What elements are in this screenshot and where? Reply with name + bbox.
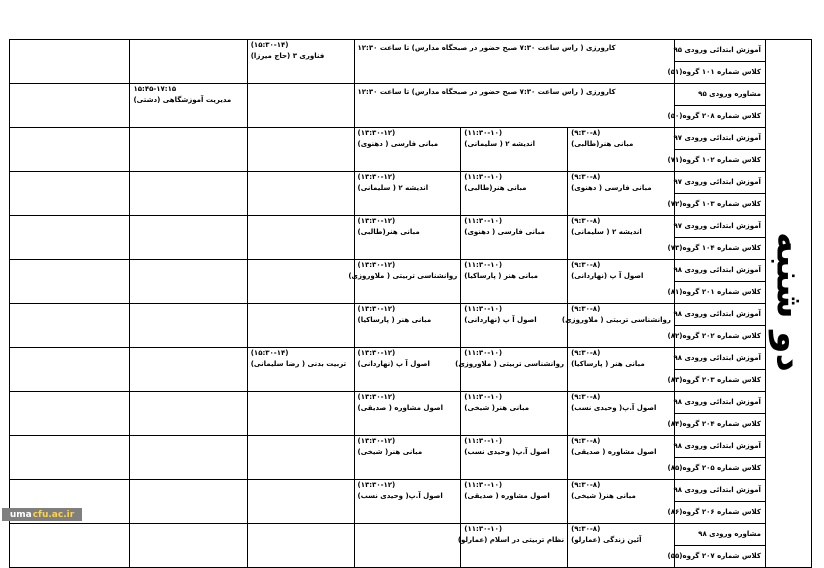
slot-cell — [568, 260, 675, 304]
schedule-row — [10, 304, 812, 326]
extra-slot-time: ۱۵:۴۵-۱۷:۱۵ — [133, 85, 177, 93]
span-cell — [354, 40, 674, 84]
internship-text: کارورزی ( راس ساعت ۷:۳۰ صبح حضور در صبحگاه مدارس) تا ساعت ۱۲:۳۰ — [357, 88, 616, 96]
slot-course: مبانی هنر( شیخی) — [357, 447, 423, 456]
slot-course: اصول مشاوره ( صدیقی) — [357, 403, 443, 412]
slot-time: (۹:۳۰-۸) — [571, 217, 601, 225]
slot-time: (۹:۳۰-۸) — [571, 305, 601, 313]
class-cell — [667, 326, 765, 348]
slot-time: (۱۱:۳۰-۱۰) — [464, 349, 503, 357]
extra-slot-time: (۱۵:۳۰-۱۴) — [250, 41, 289, 49]
empty-cell — [10, 524, 130, 568]
empty-cell — [10, 216, 130, 260]
class-cell — [674, 216, 765, 238]
site-watermark — [2, 508, 82, 521]
slot-cell — [354, 216, 461, 260]
slot-cell — [568, 392, 675, 436]
class-cell — [667, 502, 765, 524]
watermark-sub: cfu.ac.ir — [32, 509, 75, 520]
class-number: کلاس شماره ۲۰۷ گروه(۵۵) — [667, 552, 761, 561]
slot-cell — [461, 128, 568, 172]
class-number: کلاس شماره ۲۰۶ گروه(۸۶) — [667, 508, 761, 517]
extra-slot-cell — [247, 128, 354, 172]
empty-cell — [10, 436, 130, 480]
slot-course: مبانی فارسی ( دهنوی) — [464, 227, 545, 236]
empty-cell — [10, 260, 130, 304]
class-number: کلاس شماره ۲۰۴ گروه(۸۴) — [667, 420, 761, 429]
class-cell — [674, 436, 765, 458]
extra-slot-cell — [247, 40, 354, 84]
class-number: کلاس شماره ۱۰۴ گروه(۷۳) — [667, 244, 761, 253]
class-number: کلاس شماره ۱۰۲ گروه(۷۱) — [667, 156, 761, 165]
class-cell — [674, 84, 765, 106]
slot-time: (۹:۳۰-۸) — [571, 129, 601, 137]
slot-course: اصول آ.پ( وحیدی نسب) — [464, 447, 550, 456]
extra-slot-cell — [130, 172, 247, 216]
extra-slot-cell — [130, 348, 247, 392]
class-cell — [674, 480, 765, 502]
slot-cell — [568, 216, 675, 260]
slot-cell — [461, 216, 568, 260]
slot-time: (۹:۳۰-۸) — [571, 349, 601, 357]
class-number: کلاس شماره ۲۰۸ گروه(۵۰) — [667, 112, 761, 121]
slot-time: (۹:۳۰-۸) — [571, 525, 601, 533]
slot-cell — [354, 436, 461, 480]
class-number: کلاس شماره ۲۰۳ گروه(۸۳) — [667, 376, 761, 385]
slot-course: اصول آ پ (نهاردانی) — [357, 359, 430, 368]
class-program: آموزش ابتدائی ورودی ۹۷ — [673, 222, 761, 231]
extra-slot-cell — [247, 304, 354, 348]
slot-course: مبانی هنر(طالبی) — [571, 139, 634, 148]
extra-slot-cell — [130, 480, 247, 524]
slot-time: (۱۳:۳۰-۱۲) — [357, 481, 396, 489]
day-cell — [765, 40, 811, 568]
class-program: آموزش ابتدائی ورودی ۹۷ — [673, 178, 761, 187]
slot-course: روانشناسی تربیتی ( ملاوروزی) — [348, 271, 458, 280]
class-cell — [667, 370, 765, 392]
extra-slot-cell — [130, 304, 247, 348]
class-program: آموزش ابتدائی ورودی ۹۸ — [673, 266, 761, 275]
slot-course: مبانی هنر( شیخی) — [571, 491, 636, 500]
class-cell — [667, 62, 765, 84]
class-number: کلاس شماره ۱۰۱ گروه(۵۱) — [667, 68, 761, 77]
slot-cell — [568, 348, 675, 392]
class-cell — [667, 194, 765, 216]
slot-cell — [354, 524, 461, 568]
extra-slot-cell — [130, 40, 247, 84]
slot-cell — [568, 172, 675, 216]
schedule-row — [10, 172, 812, 194]
slot-course: اصول آ پ (نهاردانی) — [464, 315, 537, 324]
class-program: آموزش ابتدائی ورودی ۹۸ — [673, 486, 761, 495]
extra-slot-time: (۱۵:۳۰-۱۴) — [250, 349, 289, 357]
slot-course: اندیشه ۲ ( سلیمانی) — [357, 183, 429, 192]
extra-slot-cell — [130, 436, 247, 480]
class-cell — [667, 106, 765, 128]
schedule-row — [10, 260, 812, 282]
empty-cell — [10, 304, 130, 348]
slot-time: (۹:۳۰-۸) — [571, 173, 601, 181]
slot-course: مبانی هنر(طالبی) — [464, 183, 527, 192]
slot-course: نظام تربیتی در اسلام (عمارلو) — [457, 535, 565, 544]
slot-time: (۹:۳۰-۸) — [571, 393, 601, 401]
class-program: آموزش ابتدائی ورودی ۹۸ — [673, 354, 761, 363]
slot-time: (۱۱:۳۰-۱۰) — [464, 525, 503, 533]
slot-cell — [461, 392, 568, 436]
class-cell — [667, 150, 765, 172]
extra-slot-cell — [247, 436, 354, 480]
slot-cell — [354, 392, 461, 436]
class-cell — [674, 524, 765, 546]
slot-cell — [461, 480, 568, 524]
slot-course: مبانی فارسی ( دهنوی) — [571, 183, 652, 192]
watermark-main: uma — [9, 509, 32, 520]
slot-course: مبانی هنر ( پارساکیا) — [464, 271, 538, 280]
class-cell — [674, 260, 765, 282]
slot-time: (۱۱:۳۰-۱۰) — [464, 437, 503, 445]
slot-cell — [354, 128, 461, 172]
schedule-row — [10, 40, 812, 62]
slot-time: (۱۳:۳۰-۱۲) — [357, 305, 396, 313]
extra-slot-cell — [247, 524, 354, 568]
slot-time: (۱۱:۳۰-۱۰) — [464, 129, 503, 137]
empty-cell — [10, 84, 130, 128]
class-cell — [674, 348, 765, 370]
class-cell — [674, 40, 765, 62]
slot-course: اصول مشاوره ( صدیقی) — [571, 447, 657, 456]
slot-cell — [561, 304, 675, 348]
empty-cell — [10, 128, 130, 172]
slot-cell — [455, 348, 568, 392]
class-program: آموزش ابتدائی ورودی ۹۸ — [673, 442, 761, 451]
slot-cell — [461, 304, 568, 348]
slot-course: اصول آ.پ( وحیدی نسب) — [571, 403, 657, 412]
slot-course: اندیشه ۲ ( سلیمانی) — [464, 139, 535, 148]
slot-course: روانشناسی تربیتی ( ملاوروزی) — [455, 359, 565, 368]
slot-time: (۱۱:۳۰-۱۰) — [464, 173, 503, 181]
slot-cell — [568, 128, 675, 172]
slot-time: (۱۳:۳۰-۱۲) — [357, 129, 396, 137]
schedule-row — [10, 348, 812, 370]
class-number: کلاس شماره ۲۰۲ گروه(۸۲) — [667, 332, 761, 341]
empty-cell — [10, 40, 130, 84]
class-cell — [667, 414, 765, 436]
slot-course: مبانی هنر ( پارساکیا) — [571, 359, 645, 368]
class-program: آموزش ابتدائی ورودی ۹۵ — [673, 46, 761, 55]
extra-slot-cell — [247, 260, 354, 304]
slot-course: مبانی هنر(طالبی) — [357, 227, 420, 236]
schedule-row — [10, 392, 812, 414]
class-program: مشاوره ورودی ۹۵ — [698, 90, 761, 99]
slot-course: آئین زندگی (عمارلو) — [571, 535, 642, 544]
slot-time: (۱۳:۳۰-۱۲) — [357, 437, 396, 445]
slot-course: اصول آ.پ( وحیدی نسب) — [357, 491, 443, 500]
extra-slot-cell — [247, 480, 354, 524]
extra-slot-cell — [247, 392, 354, 436]
class-program: آموزش ابتدائی ورودی ۹۸ — [673, 310, 761, 319]
slot-time: (۱۳:۳۰-۱۲) — [357, 261, 396, 269]
schedule-row — [10, 216, 812, 238]
slot-cell — [568, 524, 675, 568]
day-label: دو شنبه — [768, 232, 810, 373]
slot-cell — [461, 436, 568, 480]
slot-time: (۹:۳۰-۸) — [571, 481, 601, 489]
extra-slot-course: مدیریت آموزشگاهی (دشتی) — [133, 95, 232, 104]
empty-cell — [10, 172, 130, 216]
schedule-row — [10, 436, 812, 458]
extra-slot-cell — [130, 128, 247, 172]
extra-slot-cell — [130, 524, 247, 568]
slot-time: (۹:۳۰-۸) — [571, 437, 601, 445]
extra-slot-cell — [247, 172, 354, 216]
schedule-table — [9, 39, 812, 568]
extra-slot-cell — [130, 392, 247, 436]
class-cell — [667, 282, 765, 304]
slot-course: مبانی هنر ( پارساکیا) — [357, 315, 432, 324]
extra-slot-cell — [247, 348, 354, 392]
slot-time: (۱۳:۳۰-۱۲) — [357, 393, 396, 401]
class-cell — [667, 458, 765, 480]
slot-time: (۹:۳۰-۸) — [571, 261, 601, 269]
class-program: مشاوره ورودی ۹۸ — [698, 530, 761, 539]
slot-cell — [354, 172, 461, 216]
span-cell — [354, 84, 674, 128]
slot-time: (۱۳:۳۰-۱۲) — [357, 349, 396, 357]
slot-cell — [354, 304, 461, 348]
extra-slot-course: فناوری ۳ (حاج میرزا) — [250, 51, 325, 60]
extra-slot-cell — [130, 216, 247, 260]
slot-time: (۱۱:۳۰-۱۰) — [464, 261, 503, 269]
class-cell — [674, 304, 765, 326]
schedule-row — [10, 480, 812, 502]
schedule-row — [10, 128, 812, 150]
slot-cell — [461, 172, 568, 216]
class-number: کلاس شماره ۲۰۵ گروه(۸۵) — [667, 464, 761, 473]
empty-cell — [10, 348, 130, 392]
slot-cell — [461, 260, 568, 304]
extra-slot-cell — [130, 260, 247, 304]
slot-time: (۱۱:۳۰-۱۰) — [464, 481, 503, 489]
slot-cell — [348, 260, 461, 304]
extra-slot-cell — [247, 84, 354, 128]
class-program: آموزش ابتدائی ورودی ۹۸ — [673, 398, 761, 407]
class-number: کلاس شماره ۲۰۱ گروه(۸۱) — [667, 288, 761, 297]
slot-course: روانشناسی تربیتی ( ملاوروزی) — [561, 315, 671, 324]
internship-text: کارورزی ( راس ساعت ۷:۳۰ صبح حضور در صبحگاه مدارس) تا ساعت ۱۲:۳۰ — [357, 44, 616, 52]
class-cell — [667, 546, 765, 568]
class-cell — [674, 172, 765, 194]
class-cell — [667, 238, 765, 260]
class-cell — [674, 392, 765, 414]
slot-cell — [354, 480, 461, 524]
slot-time: (۱۱:۳۰-۱۰) — [464, 305, 503, 313]
class-number: کلاس شماره ۱۰۳ گروه(۷۲) — [667, 200, 761, 209]
slot-course: اندیشه ۲ ( سلیمانی) — [571, 227, 642, 236]
slot-cell — [568, 436, 675, 480]
slot-course: اصول آ پ (نهاردانی) — [571, 271, 644, 280]
schedule-row — [10, 84, 812, 106]
extra-slot-course: تربیت بدنی ( رضا سلیمانی) — [250, 359, 347, 368]
slot-cell — [354, 348, 461, 392]
slot-time: (۱۱:۳۰-۱۰) — [464, 393, 503, 401]
slot-course: مبانی هنر( شیخی) — [464, 403, 530, 412]
slot-time: (۱۱:۳۰-۱۰) — [464, 217, 503, 225]
slot-time: (۱۳:۳۰-۱۲) — [357, 173, 396, 181]
slot-course: مبانی فارسی ( دهنوی) — [357, 139, 439, 148]
schedule-row — [10, 524, 812, 546]
class-program: آموزش ابتدائی ورودی ۹۷ — [673, 134, 761, 143]
class-cell — [674, 128, 765, 150]
slot-cell — [457, 524, 568, 568]
extra-slot-cell — [130, 84, 247, 128]
extra-slot-cell — [247, 216, 354, 260]
empty-cell — [10, 392, 130, 436]
slot-time: (۱۳:۳۰-۱۲) — [357, 217, 396, 225]
slot-course: اصول مشاوره ( صدیقی) — [464, 491, 550, 500]
slot-cell — [568, 480, 675, 524]
